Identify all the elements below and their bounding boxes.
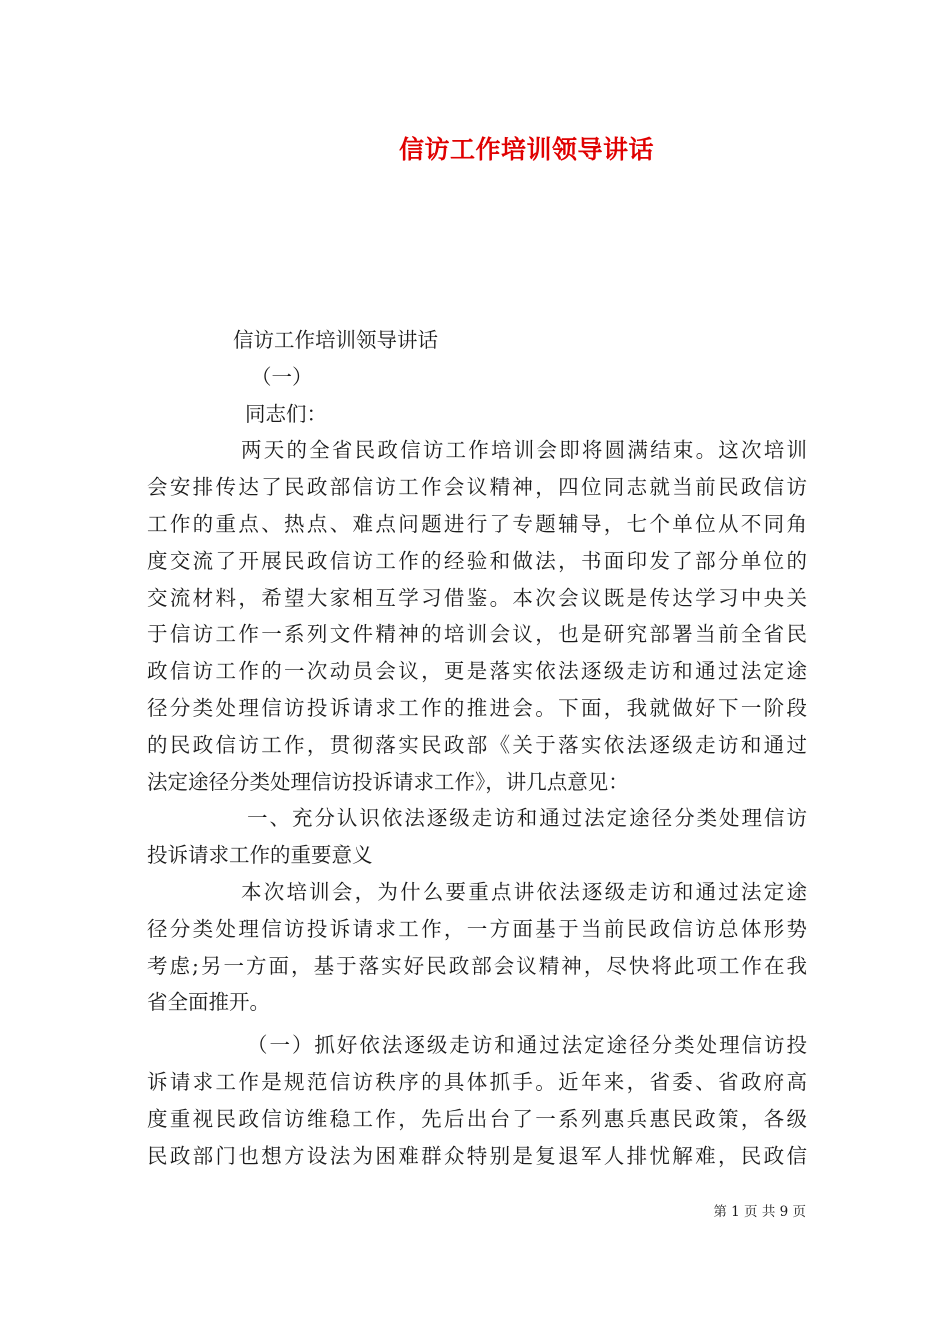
paragraph-line: 于信访工作一系列文件精神的培训会议，也是研究部署当前全省民	[147, 622, 807, 647]
document-body	[147, 322, 807, 1174]
paragraph-line: （一）抓好依法逐级走访和通过法定途径分类处理信访投	[247, 1033, 807, 1058]
paragraph-line: 的民政信访工作，贯彻落实民政部《关于落实依法逐级走访和通过	[147, 732, 807, 757]
section-label: （一）	[251, 364, 313, 389]
paragraph-line: 会安排传达了民政部信访工作会议精神，四位同志就当前民政信访	[147, 475, 807, 500]
paragraph-line: 度重视民政信访维稳工作，先后出台了一系列惠兵惠民政策，各级	[147, 1106, 807, 1131]
heading-line: 一、充分认识依法逐级走访和通过法定途径分类处理信访	[247, 806, 807, 831]
greeting: 同志们：	[245, 401, 327, 426]
paragraph-line: 径分类处理信访投诉请求工作，一方面基于当前民政信访总体形势	[147, 916, 807, 941]
paragraph-line: 政信访工作的一次动员会议，更是落实依法逐级走访和通过法定途	[147, 659, 807, 684]
paragraph-1	[147, 432, 807, 800]
paragraph-line: 交流材料，希望大家相互学习借鉴。本次会议既是传达学习中央关	[147, 585, 807, 610]
paragraph-3	[147, 1027, 807, 1174]
paragraph-line: 径分类处理信访投诉请求工作的推进会。下面，我就做好下一阶段	[147, 695, 807, 720]
paragraph-line: 两天的全省民政信访工作培训会即将圆满结束。这次培训	[241, 438, 807, 463]
section-heading-1	[147, 800, 807, 874]
document-subtitle: 信访工作培训领导讲话	[233, 328, 438, 352]
paragraph-line: 民政部门也想方设法为困难群众特别是复退军人排忧解难，民政信	[147, 1143, 807, 1168]
paragraph-line: 工作的重点、热点、难点问题进行了专题辅导，七个单位从不同角	[147, 511, 807, 536]
paragraph-line: 省全面推开。	[147, 990, 270, 1015]
paragraph-2	[147, 874, 807, 1021]
heading-line: 投诉请求工作的重要意义	[147, 843, 373, 868]
paragraph-line: 诉请求工作是规范信访秩序的具体抓手。近年来，省委、省政府高	[147, 1069, 807, 1094]
paragraph-line: 度交流了开展民政信访工作的经验和做法，书面印发了部分单位的	[147, 548, 807, 573]
paragraph-line: 本次培训会，为什么要重点讲依法逐级走访和通过法定途	[241, 879, 807, 904]
paragraph-line: 法定途径分类处理信访投诉请求工作》，讲几点意见：	[147, 769, 629, 794]
paragraph-line: 考虑;另一方面，基于落实好民政部会议精神，尽快将此项工作在我	[147, 953, 807, 978]
page-title: 信访工作培训领导讲话	[398, 135, 654, 164]
page-indicator: 第 1 页 共 9 页	[713, 1204, 806, 1220]
